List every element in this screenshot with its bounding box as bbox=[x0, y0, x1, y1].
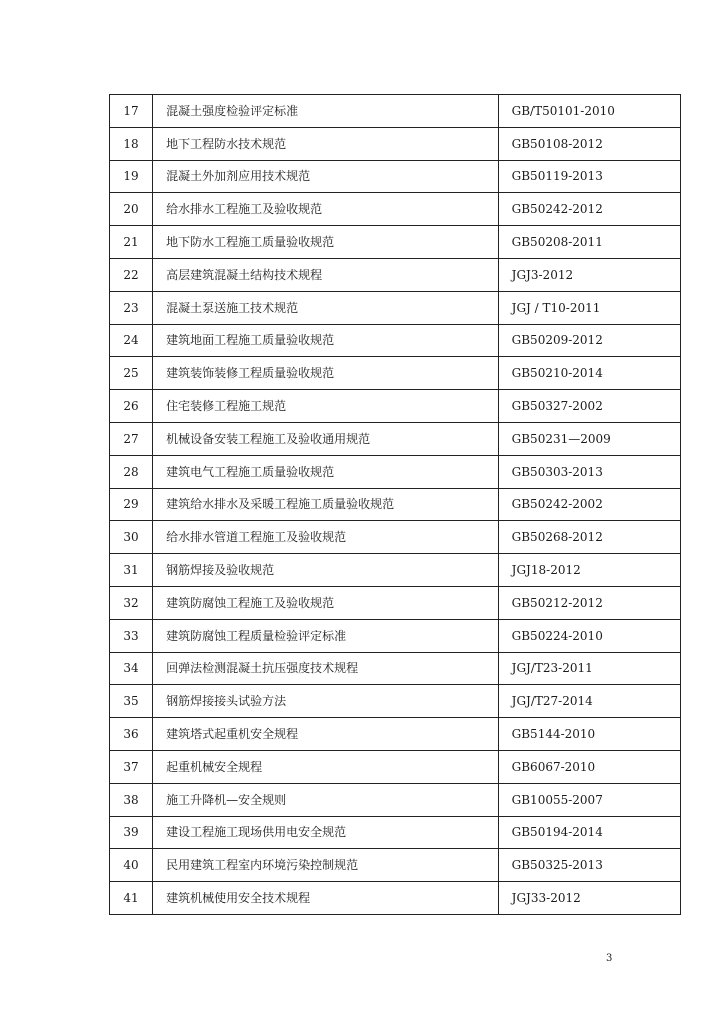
table-row bbox=[110, 95, 681, 128]
standard-name: 建筑装饰装修工程质量验收规范 bbox=[153, 357, 499, 390]
row-number: 27 bbox=[110, 422, 153, 455]
standard-code: JGJ33-2012 bbox=[498, 882, 680, 915]
row-number: 34 bbox=[110, 652, 153, 685]
standard-code: GB50119-2013 bbox=[498, 160, 680, 193]
standard-code: GB50224-2010 bbox=[498, 619, 680, 652]
standard-name: 住宅装修工程施工规范 bbox=[153, 390, 499, 423]
standard-name: 地下工程防水技术规范 bbox=[153, 127, 499, 160]
standard-name: 混凝土外加剂应用技术规范 bbox=[153, 160, 499, 193]
table-row bbox=[110, 160, 681, 193]
standard-name: 建筑电气工程施工质量验收规范 bbox=[153, 455, 499, 488]
row-number: 40 bbox=[110, 849, 153, 882]
standard-name: 民用建筑工程室内环境污染控制规范 bbox=[153, 849, 499, 882]
row-number: 21 bbox=[110, 226, 153, 259]
standard-name: 钢筋焊接及验收规范 bbox=[153, 554, 499, 587]
table-row bbox=[110, 324, 681, 357]
table-row bbox=[110, 554, 681, 587]
table-row bbox=[110, 422, 681, 455]
row-number: 31 bbox=[110, 554, 153, 587]
standard-name: 建设工程施工现场供用电安全规范 bbox=[153, 816, 499, 849]
row-number: 38 bbox=[110, 783, 153, 816]
row-number: 29 bbox=[110, 488, 153, 521]
standard-code: JGJ / T10-2011 bbox=[498, 291, 680, 324]
standard-name: 回弹法检测混凝土抗压强度技术规程 bbox=[153, 652, 499, 685]
standard-code: GB5144-2010 bbox=[498, 718, 680, 751]
table-row bbox=[110, 390, 681, 423]
table-row bbox=[110, 783, 681, 816]
standard-code: GB50268-2012 bbox=[498, 521, 680, 554]
table-row bbox=[110, 816, 681, 849]
standard-code: JGJ18-2012 bbox=[498, 554, 680, 587]
standard-name: 机械设备安装工程施工及验收通用规范 bbox=[153, 422, 499, 455]
standards-table-body bbox=[110, 95, 681, 915]
standard-code: GB50242-2002 bbox=[498, 488, 680, 521]
standard-name: 混凝土泵送施工技术规范 bbox=[153, 291, 499, 324]
standards-table bbox=[109, 94, 681, 915]
table-row bbox=[110, 882, 681, 915]
table-row bbox=[110, 357, 681, 390]
row-number: 24 bbox=[110, 324, 153, 357]
standard-name: 建筑机械使用安全技术规程 bbox=[153, 882, 499, 915]
standard-name: 起重机械安全规程 bbox=[153, 750, 499, 783]
standard-code: GB/T50101-2010 bbox=[498, 95, 680, 128]
standard-code: GB50108-2012 bbox=[498, 127, 680, 160]
standard-name: 建筑防腐蚀工程施工及验收规范 bbox=[153, 586, 499, 619]
table-row bbox=[110, 586, 681, 619]
standard-code: GB50210-2014 bbox=[498, 357, 680, 390]
row-number: 17 bbox=[110, 95, 153, 128]
standard-code: JGJ3-2012 bbox=[498, 258, 680, 291]
row-number: 33 bbox=[110, 619, 153, 652]
standard-name: 混凝土强度检验评定标准 bbox=[153, 95, 499, 128]
table-row bbox=[110, 127, 681, 160]
standard-name: 建筑防腐蚀工程质量检验评定标准 bbox=[153, 619, 499, 652]
table-row bbox=[110, 455, 681, 488]
row-number: 28 bbox=[110, 455, 153, 488]
standard-code: GB50325-2013 bbox=[498, 849, 680, 882]
row-number: 22 bbox=[110, 258, 153, 291]
standard-name: 地下防水工程施工质量验收规范 bbox=[153, 226, 499, 259]
standard-code: GB50231—2009 bbox=[498, 422, 680, 455]
row-number: 20 bbox=[110, 193, 153, 226]
table-row bbox=[110, 652, 681, 685]
standard-code: JGJ/T23-2011 bbox=[498, 652, 680, 685]
row-number: 18 bbox=[110, 127, 153, 160]
row-number: 26 bbox=[110, 390, 153, 423]
standard-name: 建筑地面工程施工质量验收规范 bbox=[153, 324, 499, 357]
row-number: 23 bbox=[110, 291, 153, 324]
row-number: 37 bbox=[110, 750, 153, 783]
row-number: 39 bbox=[110, 816, 153, 849]
table-row bbox=[110, 718, 681, 751]
standard-name: 高层建筑混凝土结构技术规程 bbox=[153, 258, 499, 291]
table-row bbox=[110, 619, 681, 652]
table-row bbox=[110, 226, 681, 259]
table-row bbox=[110, 521, 681, 554]
row-number: 19 bbox=[110, 160, 153, 193]
row-number: 32 bbox=[110, 586, 153, 619]
table-row bbox=[110, 193, 681, 226]
row-number: 35 bbox=[110, 685, 153, 718]
standard-code: GB50194-2014 bbox=[498, 816, 680, 849]
standard-name: 建筑给水排水及采暖工程施工质量验收规范 bbox=[153, 488, 499, 521]
table-row bbox=[110, 258, 681, 291]
standard-name: 建筑塔式起重机安全规程 bbox=[153, 718, 499, 751]
table-row bbox=[110, 849, 681, 882]
table-row bbox=[110, 488, 681, 521]
row-number: 36 bbox=[110, 718, 153, 751]
standard-code: GB10055-2007 bbox=[498, 783, 680, 816]
standard-code: JGJ/T27-2014 bbox=[498, 685, 680, 718]
standard-code: GB50208-2011 bbox=[498, 226, 680, 259]
table-row bbox=[110, 685, 681, 718]
table-row bbox=[110, 750, 681, 783]
standard-name: 钢筋焊接接头试验方法 bbox=[153, 685, 499, 718]
table-row bbox=[110, 291, 681, 324]
standard-name: 给水排水管道工程施工及验收规范 bbox=[153, 521, 499, 554]
standard-code: GB50327-2002 bbox=[498, 390, 680, 423]
row-number: 41 bbox=[110, 882, 153, 915]
standard-code: GB6067-2010 bbox=[498, 750, 680, 783]
standard-code: GB50242-2012 bbox=[498, 193, 680, 226]
standard-name: 施工升降机—安全规则 bbox=[153, 783, 499, 816]
standard-code: GB50209-2012 bbox=[498, 324, 680, 357]
standard-name: 给水排水工程施工及验收规范 bbox=[153, 193, 499, 226]
row-number: 30 bbox=[110, 521, 153, 554]
page-number: 3 bbox=[606, 953, 613, 964]
row-number: 25 bbox=[110, 357, 153, 390]
standard-code: GB50303-2013 bbox=[498, 455, 680, 488]
standard-code: GB50212-2012 bbox=[498, 586, 680, 619]
